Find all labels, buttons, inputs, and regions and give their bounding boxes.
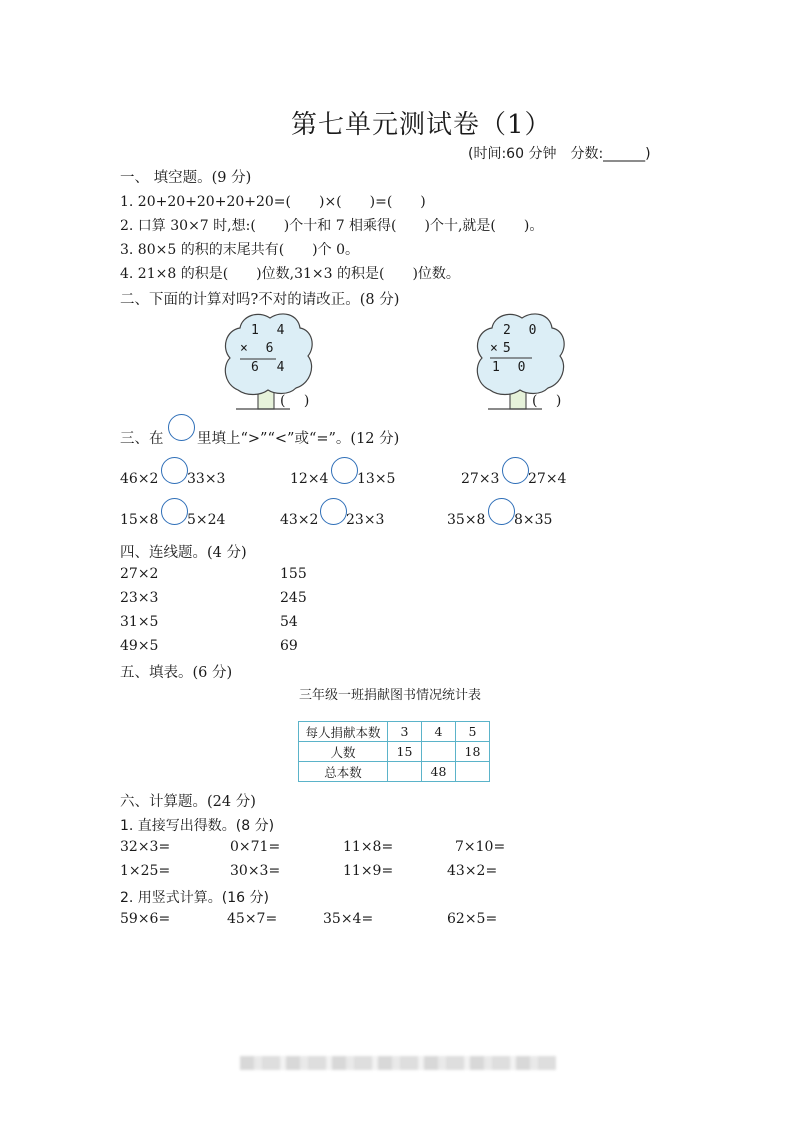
- compare-2-circle[interactable]: [331, 457, 358, 484]
- compare-2-right: 13×5: [357, 471, 396, 487]
- donation-table: [298, 721, 490, 782]
- match-left-3: 31×5: [120, 614, 159, 630]
- answer-circle-icon: [168, 414, 195, 441]
- calc-4: 7×10=: [455, 839, 506, 855]
- compare-2-left: 12×4: [290, 471, 329, 487]
- compare-4-left: 15×8: [120, 512, 159, 528]
- time-score-line: (时间:60 分钟 分数:______): [468, 146, 651, 162]
- table-cell: 5: [456, 722, 490, 742]
- match-right-4: 69: [280, 638, 298, 654]
- match-left-2: 23×3: [120, 590, 159, 606]
- table-cell: 总本数: [299, 762, 388, 782]
- table-row: [299, 762, 490, 782]
- table-cell: 3: [388, 722, 422, 742]
- question-1-4: 4. 21×8 的积是( )位数,31×3 的积是( )位数。: [120, 266, 460, 282]
- vertical-calc-2: 45×7=: [227, 911, 278, 927]
- page-title: 第七单元测试卷（1）: [291, 110, 552, 140]
- section-3-heading-b: 里填上“>”“<”或“=”。(12 分): [197, 431, 400, 447]
- compare-1-left: 46×2: [120, 471, 159, 487]
- table-cell: 18: [456, 742, 490, 762]
- calc-7: 11×9=: [343, 863, 394, 879]
- question-1-3: 3. 80×5 的积的末尾共有( )个 0。: [120, 242, 359, 258]
- vertical-calc-1: 59×6=: [120, 911, 171, 927]
- match-right-3: 54: [280, 614, 298, 630]
- tree-2-top: 2 0: [503, 323, 542, 338]
- tree-problem-1: [218, 308, 328, 410]
- vertical-calc-3: 35×4=: [323, 911, 374, 927]
- table-cell[interactable]: [388, 762, 422, 782]
- compare-6-left: 35×8: [447, 512, 486, 528]
- question-1-1: 1. 20+20+20+20+20=( )×( )=( ): [120, 194, 426, 210]
- tree-2-answer: ( ): [532, 393, 562, 409]
- table-cell: 人数: [299, 742, 388, 762]
- section-3-heading-a: 三、在: [120, 431, 164, 447]
- section-1-heading: 一、 填空题。(9 分): [120, 170, 252, 186]
- match-right-2: 245: [280, 590, 307, 606]
- vertical-calc-4: 62×5=: [447, 911, 498, 927]
- match-right-1: 155: [280, 566, 307, 582]
- compare-6-circle[interactable]: [488, 498, 515, 525]
- tree-problem-2: [470, 308, 580, 410]
- section-2-heading: 二、下面的计算对吗?不对的请改正。(8 分): [120, 292, 400, 308]
- compare-5-left: 43×2: [280, 512, 319, 528]
- tree-1-bottom: 6 4: [251, 360, 290, 375]
- section-5-heading: 五、填表。(6 分): [120, 665, 233, 681]
- table-cell[interactable]: [456, 762, 490, 782]
- table-cell: 15: [388, 742, 422, 762]
- section-6-heading: 六、计算题。(24 分): [120, 794, 256, 810]
- tree-2-middle: ×5: [490, 341, 516, 356]
- compare-3-circle[interactable]: [502, 457, 529, 484]
- part-1-heading: 1. 直接写出得数。(8 分): [120, 818, 275, 834]
- compare-5-right: 23×3: [346, 512, 385, 528]
- tree-1-answer: ( ): [280, 393, 310, 409]
- table-cell: 4: [422, 722, 456, 742]
- table-row: [299, 742, 490, 762]
- calc-8: 43×2=: [447, 863, 498, 879]
- table-cell[interactable]: [422, 742, 456, 762]
- calc-1: 32×3=: [120, 839, 171, 855]
- compare-3-right: 27×4: [528, 471, 567, 487]
- table-cell: 每人捐献本数: [299, 722, 388, 742]
- tree-1-middle: × 6: [240, 341, 279, 356]
- calc-3: 11×8=: [343, 839, 394, 855]
- compare-3-left: 27×3: [461, 471, 500, 487]
- table-cell: 48: [422, 762, 456, 782]
- compare-4-right: 5×24: [187, 512, 226, 528]
- calc-5: 1×25=: [120, 863, 171, 879]
- match-left-1: 27×2: [120, 566, 159, 582]
- tree-1-top: 1 4: [251, 323, 290, 338]
- blurred-footer-watermark: [240, 1056, 556, 1070]
- compare-5-circle[interactable]: [320, 498, 347, 525]
- match-left-4: 49×5: [120, 638, 159, 654]
- table-row: [299, 722, 490, 742]
- table-caption: 三年级一班捐献图书情况统计表: [299, 688, 482, 703]
- question-1-2: 2. 口算 30×7 时,想:( )个十和 7 相乘得( )个十,就是( )。: [120, 218, 544, 234]
- compare-1-circle[interactable]: [161, 457, 188, 484]
- section-4-heading: 四、连线题。(4 分): [120, 545, 247, 561]
- tree-2-bottom: 1 0: [492, 360, 531, 375]
- calc-2: 0×71=: [230, 839, 281, 855]
- compare-1-right: 33×3: [187, 471, 226, 487]
- compare-6-right: 8×35: [514, 512, 553, 528]
- compare-4-circle[interactable]: [161, 498, 188, 525]
- calc-6: 30×3=: [230, 863, 281, 879]
- part-2-heading: 2. 用竖式计算。(16 分): [120, 890, 269, 906]
